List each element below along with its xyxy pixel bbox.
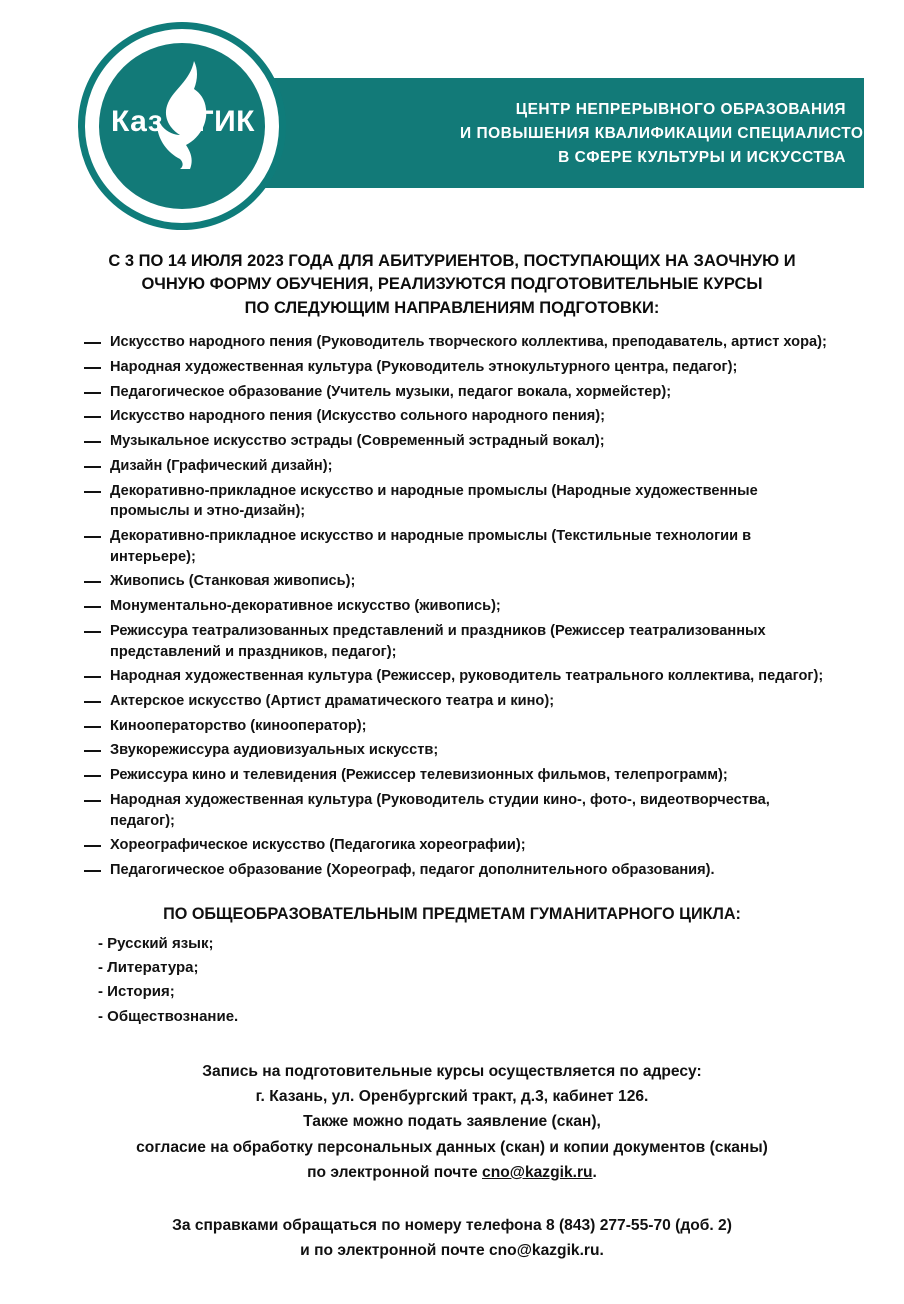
logo-content <box>99 43 265 209</box>
header-banner <box>205 78 876 188</box>
list-item: Педагогическое образование (Учитель музыки, педагог вокала, хормейстер); <box>84 382 828 403</box>
enrollment-line-4: согласие на обработку персональных данных (скан) и копии документов (сканы) <box>136 1138 768 1156</box>
list-item: Звукорежиссура аудиовизуальных искусств; <box>84 740 828 761</box>
subjects-list <box>66 932 838 1029</box>
contacts-block <box>66 1213 838 1264</box>
list-item: Актерское искусство (Артист драматического театра и кино); <box>84 691 828 712</box>
enrollment-line-3: Также можно подать заявление (скан), <box>303 1113 601 1131</box>
header-banner-text <box>460 98 876 170</box>
logo-circle <box>99 43 265 209</box>
intro-heading <box>66 250 838 320</box>
header-banner-line-3: В СФЕРЕ КУЛЬТУРЫ И ИСКУССТВА <box>558 149 846 167</box>
list-item: Декоративно-прикладное искусство и народные промыслы (Текстильные технологии в интерьере); <box>84 526 828 567</box>
list-item: Живопись (Станковая живопись); <box>84 571 828 592</box>
list-item: Педагогическое образование (Хореограф, педагог дополнительного образования). <box>84 860 828 881</box>
enrollment-block <box>66 1059 838 1185</box>
list-item: Режиссура кино и телевидения (Режиссер телевизионных фильмов, телепрограмм); <box>84 765 828 786</box>
list-item: Музыкальное искусство эстрады (Современный эстрадный вокал); <box>84 431 828 452</box>
intro-line-2: ОЧНУЮ ФОРМУ ОБУЧЕНИЯ, РЕАЛИЗУЮТСЯ ПОДГОТОВИТЕЛЬНЫЕ КУРСЫ <box>141 275 763 294</box>
header-banner-line-1: ЦЕНТР НЕПРЕРЫВНОГО ОБРАЗОВАНИЯ <box>515 101 846 118</box>
directions-list <box>66 332 838 881</box>
list-item: Искусство народного пения (Искусство сольного народного пения); <box>84 406 828 427</box>
poster-header <box>0 0 904 222</box>
list-item: Декоративно-прикладное искусство и народные промыслы (Народные художественные промыслы и этно-дизайн); <box>84 481 828 522</box>
intro-line-1: С 3 ПО 14 ИЮЛЯ 2023 ГОДА ДЛЯ АБИТУРИЕНТОВ, ПОСТУПАЮЩИХ НА ЗАОЧНУЮ И <box>108 252 796 270</box>
subjects-heading: ПО ОБЩЕОБРАЗОВАТЕЛЬНЫМ ПРЕДМЕТАМ ГУМАНИТАРНОГО ЦИКЛА: <box>163 904 741 923</box>
list-item: - История; <box>98 983 175 1001</box>
kazgik-logo <box>78 22 286 230</box>
list-item: Монументально-декоративное искусство (живопись); <box>84 596 828 617</box>
list-item: Хореографическое искусство (Педагогика хореографии); <box>84 835 828 856</box>
header-banner-line-2: И ПОВЫШЕНИЯ КВАЛИФИКАЦИИ СПЕЦИАЛИСТОВ <box>460 125 876 143</box>
contacts-line-2: и по электронной почте cno@kazgik.ru. <box>300 1242 604 1260</box>
list-item: Искусство народного пения (Руководитель творческого коллектива, преподаватель, артист хора); <box>84 332 828 353</box>
list-item: Кинооператорство (кинооператор); <box>84 716 828 737</box>
list-item: - Литература; <box>98 959 199 977</box>
enrollment-email-suffix: . <box>592 1163 597 1181</box>
list-item: - Русский язык; <box>98 934 214 952</box>
list-item: Народная художественная культура (Режиссер, руководитель театрального коллектива, педагог); <box>84 666 828 687</box>
list-item: Народная художественная культура (Руководитель студии кино-, фото-, видеотворчества, педагог); <box>84 790 828 831</box>
list-item: Дизайн (Графический дизайн); <box>84 456 828 477</box>
list-item: - Обществознание. <box>98 1007 239 1025</box>
logo-text-right: ГИК <box>196 105 255 138</box>
intro-line-3: ПО СЛЕДУЮЩИМ НАПРАВЛЕНИЯМ ПОДГОТОВКИ: <box>244 298 660 317</box>
poster-content <box>0 250 904 1304</box>
list-item: Народная художественная культура (Руководитель этнокультурного центра, педагог); <box>84 357 828 378</box>
enrollment-email-prefix: по электронной почте <box>307 1163 483 1181</box>
enrollment-line-1: Запись на подготовительные курсы осуществляется по адресу: <box>202 1062 702 1080</box>
list-item: Режиссура театрализованных представлений и праздников (Режиссер театрализованных представлений и праздников, педагог); <box>84 621 828 662</box>
enrollment-line-2: г. Казань, ул. Оренбургский тракт, д.3, кабинет 126. <box>255 1088 649 1106</box>
email-link[interactable]: cno@kazgik.ru <box>482 1163 593 1181</box>
contacts-line-1: За справками обращаться по номеру телефона 8 (843) 277-55-70 (доб. 2) <box>172 1217 732 1235</box>
logo-text-left: Каз <box>111 105 164 138</box>
enrollment-line-5 <box>66 1160 838 1185</box>
